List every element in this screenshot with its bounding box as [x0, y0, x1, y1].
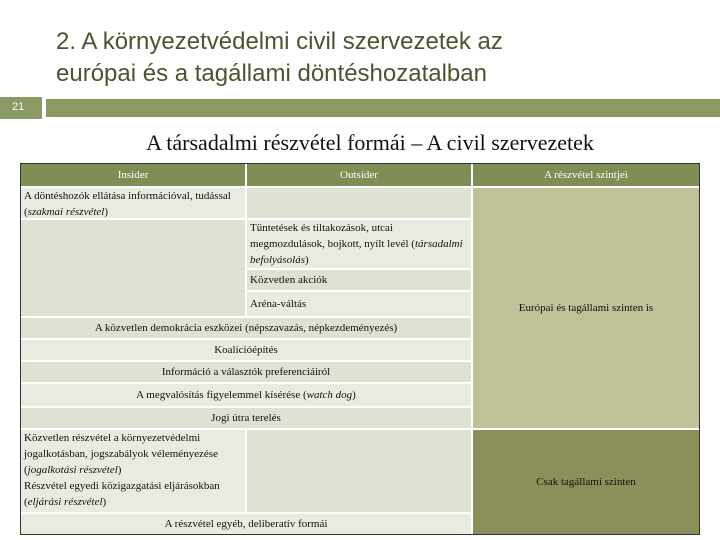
- outsider-protest-italic: társadalmi befolyásolás: [250, 238, 463, 266]
- slide-number: 21: [12, 101, 25, 113]
- direct-democracy-cell: A közvetlen demokrácia eszközei (népszavazás, népkezdeményezés): [20, 317, 472, 339]
- header-outsider: Outsider: [246, 163, 472, 187]
- slide-title: [56, 26, 696, 90]
- coalition-cell: Koalícióépítés: [20, 339, 472, 361]
- outsider-protest-close: ): [305, 254, 309, 266]
- insider-info-cell: [20, 187, 246, 219]
- legislation-close: ): [117, 464, 122, 476]
- level-national-text: Csak tagállami szinten: [536, 476, 636, 488]
- level-eu-cell: [472, 187, 700, 429]
- arena-cell: Aréna-váltás: [246, 291, 472, 317]
- watchdog-text: A megvalósítás figyelemmel kísérése (: [136, 389, 307, 401]
- outsider-protest-cell: [246, 219, 472, 269]
- admin-text-block: [24, 478, 242, 510]
- insider-info-close: ): [104, 206, 109, 218]
- watchdog-cell: [20, 383, 472, 407]
- insider-empty-cell: [20, 219, 246, 317]
- level-eu-text: Európai és tagállami szinten is: [518, 302, 654, 314]
- header-bar: [46, 99, 720, 117]
- direct-action-cell: Közvetlen akciók: [246, 269, 472, 291]
- admin-close: ): [102, 496, 107, 508]
- slide-subtitle: A társadalmi részvétel formái – A civil szervezetek: [146, 130, 594, 155]
- deliberative-cell: A részvétel egyéb, deliberatív formái: [20, 513, 472, 535]
- slide-title-line-2: európai és a tagállami döntéshozatalban: [56, 60, 487, 87]
- level-national-cell: [472, 429, 700, 535]
- watchdog-italic: watch dog: [306, 389, 353, 401]
- legislation-text: Közvetlen részvétel a környezetvédelmi jogalkotásban, jogszabályok véleményezése (: [24, 432, 218, 476]
- bottom-empty-cell: [246, 429, 472, 513]
- legislation-italic: jogalkotási részvétel: [27, 464, 118, 476]
- legislation-cell: [20, 429, 246, 513]
- slide-title-line-1: 2. A környezetvédelmi civil szervezetek az: [56, 28, 503, 55]
- legal-route-cell: Jogi útra terelés: [20, 407, 472, 429]
- voter-info-cell: Információ a választók preferenciáiról: [20, 361, 472, 383]
- outsider-empty-cell: [246, 187, 472, 219]
- admin-italic: eljárási részvétel: [27, 496, 103, 508]
- insider-info-italic: szakmai részvétel: [27, 206, 105, 218]
- admin-text: Részvétel egyedi közigazgatási eljárásokban (: [24, 480, 220, 508]
- legislation-text-block: [24, 430, 242, 478]
- outsider-protest-text: Tüntetések és tiltakozások, utcai megmozdulások, bojkott, nyílt levél (: [250, 222, 415, 250]
- insider-info-text: A döntéshozók ellátása információval, tudással (: [24, 190, 231, 218]
- watchdog-close: ): [352, 389, 356, 401]
- header-levels: A részvétel szintjei: [472, 163, 700, 187]
- header-insider: Insider: [20, 163, 246, 187]
